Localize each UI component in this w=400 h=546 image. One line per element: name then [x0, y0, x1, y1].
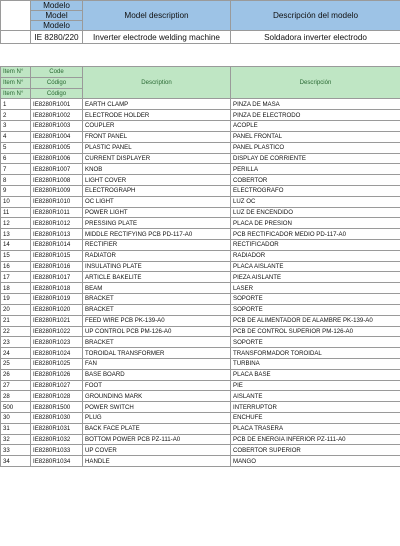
item-number-cell: 18	[1, 283, 31, 294]
descripcion-cell: PCB DE CONTROL SUPERIOR PM-126-A0	[231, 326, 400, 337]
table-row	[1, 250, 400, 261]
item-number-cell: 27	[1, 380, 31, 391]
description-cell: OC LIGHT	[83, 196, 231, 207]
descripcion-cell: DISPLAY DE CORRIENTE	[231, 153, 400, 164]
table-row	[1, 142, 400, 153]
item-number-cell: 14	[1, 240, 31, 251]
descripcion-cell: PLACA DE PRESION	[231, 218, 400, 229]
part-code-cell: IE8280R1008	[31, 175, 83, 186]
model-description-header: Model description	[83, 1, 231, 31]
description-cell: ARTICLE BAKELITE	[83, 272, 231, 283]
table-row	[1, 391, 400, 402]
table-row	[1, 348, 400, 359]
part-code-cell: IE8280R1010	[31, 196, 83, 207]
table-row	[1, 423, 400, 434]
descripcion-cell: TURBINA	[231, 358, 400, 369]
part-code-cell: IE8280R1001	[31, 99, 83, 110]
item-number-cell: 9	[1, 185, 31, 196]
part-code-cell: IE8280R1032	[31, 434, 83, 445]
item-number-cell: 33	[1, 445, 31, 456]
description-cell: BEAM	[83, 283, 231, 294]
description-cell: TOROIDAL TRANSFORMER	[83, 348, 231, 359]
descripcion-cell: PCB DE ENERGIA INFERIOR PZ-111-A0	[231, 434, 400, 445]
item-header: Item N°	[1, 77, 31, 88]
item-number-cell: 30	[1, 413, 31, 424]
descripcion-header: Descripción	[231, 67, 400, 99]
part-code-cell: IE8280R1009	[31, 185, 83, 196]
description-header: Description	[83, 67, 231, 99]
table-row	[1, 196, 400, 207]
descripcion-cell: PLACA AISLANTE	[231, 261, 400, 272]
descripcion-cell: PANEL PLASTICO	[231, 142, 400, 153]
description-cell: ELECTROGRAPH	[83, 185, 231, 196]
table-row	[1, 413, 400, 424]
descripcion-cell: RADIADOR	[231, 250, 400, 261]
table-row	[1, 240, 400, 251]
table-row	[1, 358, 400, 369]
table-row	[1, 337, 400, 348]
description-cell: RADIATOR	[83, 250, 231, 261]
part-code-cell: IE8280R1030	[31, 413, 83, 424]
descripcion-cell: PLACA TRASERA	[231, 423, 400, 434]
description-cell: RECTIFIER	[83, 240, 231, 251]
model-header-row	[1, 1, 400, 11]
description-cell: INSULATING PLATE	[83, 261, 231, 272]
item-number-cell: 31	[1, 423, 31, 434]
item-number-cell: 6	[1, 153, 31, 164]
item-number-cell: 500	[1, 402, 31, 413]
table-row	[1, 283, 400, 294]
descripcion-cell: RECTIFICADOR	[231, 240, 400, 251]
descripcion-cell: INTERRUPTOR	[231, 402, 400, 413]
description-cell: POWER LIGHT	[83, 207, 231, 218]
item-number-cell: 11	[1, 207, 31, 218]
code-header: Code	[31, 67, 83, 78]
item-number-cell: 17	[1, 272, 31, 283]
item-number-cell: 8	[1, 175, 31, 186]
descripcion-cell: COBERTOR SUPERIOR	[231, 445, 400, 456]
descripcion-cell: PCB RECTIFICADOR MEDIO PD-117-A0	[231, 229, 400, 240]
table-row	[1, 380, 400, 391]
descripcion-cell: PINZA DE ELECTRODO	[231, 110, 400, 121]
description-cell: LIGHT COVER	[83, 175, 231, 186]
item-number-cell: 10	[1, 196, 31, 207]
description-cell: FEED WIRE PCB PK-139-A0	[83, 315, 231, 326]
parts-body	[1, 99, 400, 467]
descripcion-header: Descripción del modelo	[231, 1, 400, 31]
item-number-cell: 25	[1, 358, 31, 369]
descripcion-cell: ELECTROGRAFO	[231, 185, 400, 196]
descripcion-cell: PANEL FRONTAL	[231, 131, 400, 142]
part-code-cell: IE8280R1500	[31, 402, 83, 413]
table-row	[1, 294, 400, 305]
descripcion-cell: AISLANTE	[231, 391, 400, 402]
item-number-cell: 2	[1, 110, 31, 121]
part-code-cell: IE8280R1033	[31, 445, 83, 456]
table-row	[1, 326, 400, 337]
parts-header-row	[1, 67, 400, 78]
item-number-cell: 20	[1, 304, 31, 315]
part-code-cell: IE8280R1006	[31, 153, 83, 164]
table-row	[1, 304, 400, 315]
item-number-cell: 5	[1, 142, 31, 153]
code-header: Código	[31, 88, 83, 99]
part-code-cell: IE8280R1012	[31, 218, 83, 229]
descripcion-cell: TRANSFORMADOR TOROIDAL	[231, 348, 400, 359]
part-code-cell: IE8280R1022	[31, 326, 83, 337]
table-row	[1, 272, 400, 283]
model-label: Model	[31, 11, 83, 21]
description-cell: COUPLER	[83, 121, 231, 132]
part-code-cell: IE8280R1020	[31, 304, 83, 315]
parts-table	[0, 66, 400, 467]
description-cell: UP CONTROL PCB PM-126-A0	[83, 326, 231, 337]
item-number-cell: 13	[1, 229, 31, 240]
part-code-cell: IE8280R1028	[31, 391, 83, 402]
description-cell: FOOT	[83, 380, 231, 391]
item-number-cell: 7	[1, 164, 31, 175]
table-row	[1, 402, 400, 413]
item-number-cell: 4	[1, 131, 31, 142]
part-code-cell: IE8280R1007	[31, 164, 83, 175]
part-code-cell: IE8280R1011	[31, 207, 83, 218]
description-cell: PLASTIC PANEL	[83, 142, 231, 153]
part-code-cell: IE8280R1019	[31, 294, 83, 305]
table-row	[1, 131, 400, 142]
model-description-value: Inverter electrode welding machine	[83, 31, 231, 44]
table-row	[1, 207, 400, 218]
description-cell: PLUG	[83, 413, 231, 424]
description-cell: BACK FACE PLATE	[83, 423, 231, 434]
description-cell: FAN	[83, 358, 231, 369]
model-header-table	[0, 0, 400, 44]
description-cell: BRACKET	[83, 337, 231, 348]
blank-cell	[1, 31, 31, 44]
description-cell: HANDLE	[83, 456, 231, 467]
part-code-cell: IE8280R1031	[31, 423, 83, 434]
table-row	[1, 175, 400, 186]
item-header: Item N°	[1, 88, 31, 99]
descripcion-cell: ENCHUFE	[231, 413, 400, 424]
description-cell: UP COVER	[83, 445, 231, 456]
part-code-cell: IE8280R1013	[31, 229, 83, 240]
item-number-cell: 22	[1, 326, 31, 337]
descripcion-cell: PIE	[231, 380, 400, 391]
table-row	[1, 121, 400, 132]
item-number-cell: 19	[1, 294, 31, 305]
model-value: IE 8280/220	[31, 31, 83, 44]
descripcion-cell: SOPORTE	[231, 337, 400, 348]
item-number-cell: 23	[1, 337, 31, 348]
descripcion-cell: LUZ DE ENCENDIDO	[231, 207, 400, 218]
description-cell: BRACKET	[83, 294, 231, 305]
table-row	[1, 164, 400, 175]
descripcion-cell: ACOPLE	[231, 121, 400, 132]
part-code-cell: IE8280R1024	[31, 348, 83, 359]
item-number-cell: 3	[1, 121, 31, 132]
descripcion-cell: COBERTOR	[231, 175, 400, 186]
code-header: Código	[31, 77, 83, 88]
part-code-cell: IE8280R1025	[31, 358, 83, 369]
item-number-cell: 34	[1, 456, 31, 467]
table-row	[1, 369, 400, 380]
part-code-cell: IE8280R1021	[31, 315, 83, 326]
description-cell: CURRENT DISPLAYER	[83, 153, 231, 164]
model-data-row	[1, 31, 400, 44]
description-cell: KNOB	[83, 164, 231, 175]
description-cell: EARTH CLAMP	[83, 99, 231, 110]
table-row	[1, 434, 400, 445]
model-label: Modelo	[31, 1, 83, 11]
table-row	[1, 185, 400, 196]
descripcion-cell: PERILLA	[231, 164, 400, 175]
table-row	[1, 153, 400, 164]
description-cell: MIDDLE RECTIFYING PCB PD-117-A0	[83, 229, 231, 240]
part-code-cell: IE8280R1005	[31, 142, 83, 153]
part-code-cell: IE8280R1034	[31, 456, 83, 467]
descripcion-cell: PLACA BASE	[231, 369, 400, 380]
descripcion-cell: MANGO	[231, 456, 400, 467]
description-cell: FRONT PANEL	[83, 131, 231, 142]
table-row	[1, 315, 400, 326]
item-number-cell: 26	[1, 369, 31, 380]
item-number-cell: 21	[1, 315, 31, 326]
part-code-cell: IE8280R1014	[31, 240, 83, 251]
item-number-cell: 28	[1, 391, 31, 402]
item-header: Item N°	[1, 67, 31, 78]
item-number-cell: 16	[1, 261, 31, 272]
part-code-cell: IE8280R1017	[31, 272, 83, 283]
descripcion-cell: PCB DE ALIMENTADOR DE ALAMBRE PK-139-A0	[231, 315, 400, 326]
part-code-cell: IE8280R1023	[31, 337, 83, 348]
part-code-cell: IE8280R1016	[31, 261, 83, 272]
item-number-cell: 32	[1, 434, 31, 445]
description-cell: BOTTOM POWER PCB PZ-111-A0	[83, 434, 231, 445]
descripcion-cell: LUZ OC	[231, 196, 400, 207]
descripcion-cell: PIEZA AISLANTE	[231, 272, 400, 283]
model-label: Modelo	[31, 21, 83, 31]
description-cell: PRESSING PLATE	[83, 218, 231, 229]
table-row	[1, 456, 400, 467]
table-row	[1, 218, 400, 229]
table-row	[1, 99, 400, 110]
item-number-cell: 1	[1, 99, 31, 110]
part-code-cell: IE8280R1002	[31, 110, 83, 121]
item-number-cell: 12	[1, 218, 31, 229]
item-number-cell: 15	[1, 250, 31, 261]
descripcion-cell: PINZA DE MASA	[231, 99, 400, 110]
part-code-cell: IE8280R1026	[31, 369, 83, 380]
table-row	[1, 229, 400, 240]
description-cell: POWER SWITCH	[83, 402, 231, 413]
descripcion-value: Soldadora inverter electrodo	[231, 31, 400, 44]
part-code-cell: IE8280R1004	[31, 131, 83, 142]
table-row	[1, 445, 400, 456]
table-row	[1, 261, 400, 272]
part-code-cell: IE8280R1018	[31, 283, 83, 294]
blank-cell	[1, 1, 31, 31]
descripcion-cell: SOPORTE	[231, 294, 400, 305]
table-row	[1, 110, 400, 121]
item-number-cell: 24	[1, 348, 31, 359]
part-code-cell: IE8280R1027	[31, 380, 83, 391]
part-code-cell: IE8280R1003	[31, 121, 83, 132]
descripcion-cell: LASER	[231, 283, 400, 294]
description-cell: BASE BOARD	[83, 369, 231, 380]
description-cell: ELECTRODE HOLDER	[83, 110, 231, 121]
description-cell: GROUNDING MARK	[83, 391, 231, 402]
descripcion-cell: SOPORTE	[231, 304, 400, 315]
part-code-cell: IE8280R1015	[31, 250, 83, 261]
description-cell: BRACKET	[83, 304, 231, 315]
